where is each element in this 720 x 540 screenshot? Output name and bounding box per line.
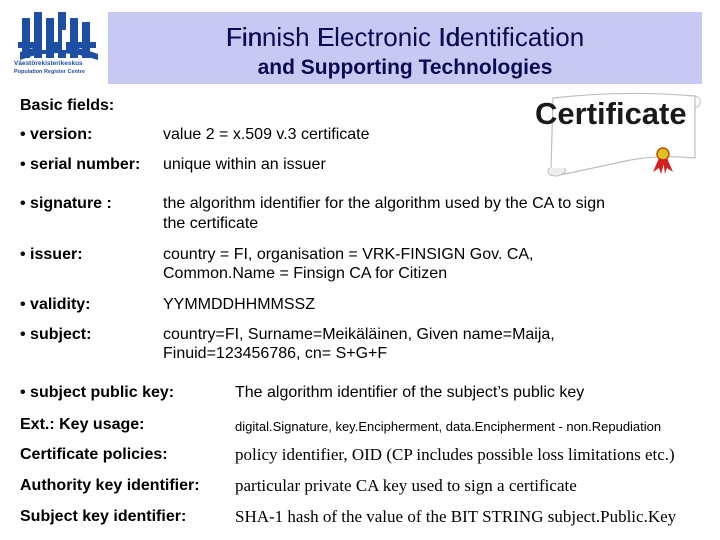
title-part: Id <box>438 22 460 52</box>
field-validity-value: YYMMDDHHMMSSZ <box>163 296 315 313</box>
field-issuer-value-line1: country = FI, organisation = VRK-FINSIGN Gov. CA, <box>163 246 534 263</box>
ext-subject-key-label: Subject key identifier: <box>20 508 187 525</box>
field-signature-value-line1: the algorithm identifier for the algorithm used by the CA to sign <box>163 195 606 212</box>
field-subject-public-key-label: • subject public key: <box>20 384 175 401</box>
field-serial-value: unique within an issuer <box>163 156 326 173</box>
field-version-label: • version: <box>20 126 93 143</box>
title-part: nish <box>261 22 317 52</box>
ext-authority-key-value: particular private CA key used to sign a certificate <box>235 476 577 495</box>
field-issuer-label: • issuer: <box>20 246 83 263</box>
ext-policies-label: Certificate policies: <box>20 446 168 463</box>
title-part: entification <box>459 22 585 52</box>
ext-key-usage-label: Ext.: Key usage: <box>20 416 145 433</box>
field-subject-label: • subject: <box>20 326 92 343</box>
title-banner <box>108 12 702 84</box>
ext-authority-key-label: Authority key identifier: <box>20 477 200 494</box>
page-title <box>108 22 702 52</box>
title-part: E <box>316 22 335 52</box>
certificate-label: Certificate <box>535 96 687 131</box>
logo-caption-line1: Väestörekisterikeskus <box>14 60 83 67</box>
field-issuer-value-line2: Common.Name = Finsign CA for Citizen <box>163 265 448 282</box>
field-validity-label: • validity: <box>20 296 91 313</box>
ext-subject-key-value: SHA-1 hash of the value of the BIT STRING subject.Public.Key <box>235 507 677 526</box>
ext-policies-value: policy identifier, OID (CP includes possible loss limitations etc.) <box>235 445 675 464</box>
field-signature-label: • signature : <box>20 195 112 212</box>
field-serial-label: • serial number: <box>20 156 141 173</box>
field-subject-value-line1: country=FI, Surname=Meikäläinen, Given name=Maija, <box>163 326 555 343</box>
logo-caption <box>14 60 110 76</box>
logo-caption-line2: Population Register Centre <box>14 69 85 75</box>
page-subtitle: and Supporting Technologies <box>257 56 553 79</box>
basic-fields-heading: Basic fields: <box>20 97 115 114</box>
field-subject-public-key-value: The algorithm identifier of the subject’s public key <box>235 384 585 401</box>
title-part: lectronic <box>334 22 439 52</box>
title-part: Fin <box>225 22 262 52</box>
field-subject-value-line2: Finuid=123456786, cn= S+G+F <box>163 345 388 362</box>
field-signature-value-line2: the certificate <box>163 215 259 232</box>
ext-key-usage-value: digital.Signature, key.Encipherment, data.Encipherment - non.Repudiation <box>235 419 662 434</box>
field-version-value: value 2 = x.509 v.3 certificate <box>163 126 370 143</box>
